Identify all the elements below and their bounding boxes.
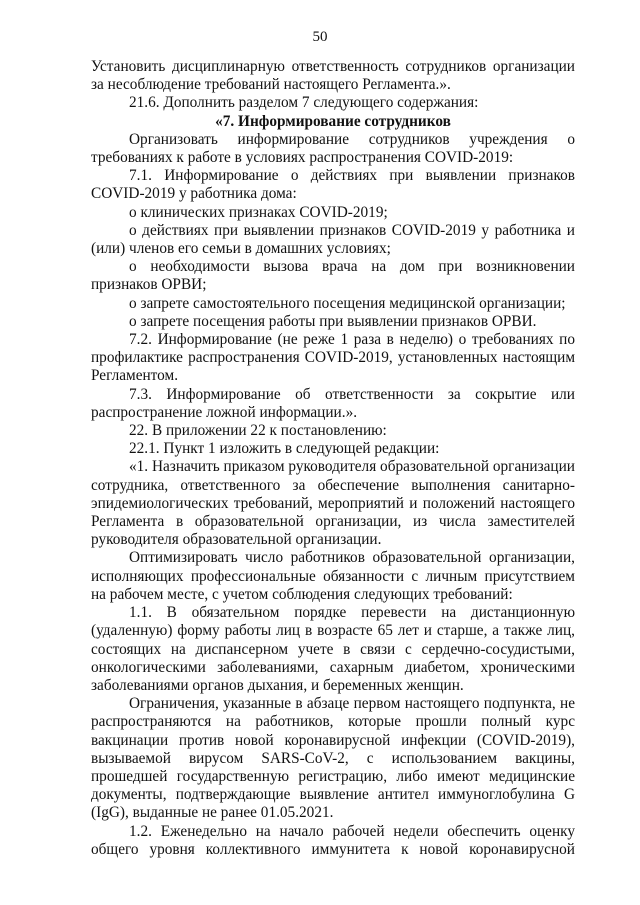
- paragraph: 22.1. Пункт 1 изложить в следующей редакции:: [129, 440, 440, 458]
- paragraph: Организовать информирование сотрудников учреждения о требованиях к работе в условиях распространения COVID-2019:: [91, 130, 575, 167]
- section-heading: «7. Информирование сотрудников: [215, 112, 451, 130]
- list-item: о клинических признаках COVID-2019;: [129, 203, 388, 221]
- paragraph: 21.6. Дополнить разделом 7 следующего содержания:: [129, 94, 479, 112]
- paragraph: 7.3. Информирование об ответственности за сокрытие или распространение ложной информации.».: [91, 385, 575, 421]
- list-item: о действиях при выявлении признаков COVID-2019 у работника и (или) членов его семьи в домашних условиях;: [91, 221, 575, 258]
- paragraph: 1.1. В обязательном порядке перевести на дистанционную (удаленную) форму работы лиц в возрасте 65 лет и старше, а также лиц, состоящих на диспансерном учете в связи с сердечно-сосудистыми, онкологическими заболеваниями, сахарным диабетом, хроническими заболеваниями органов дыхания, и беременных женщин.: [91, 604, 575, 694]
- paragraph: Установить дисциплинарную ответственность сотрудников организации за несоблюдение требований настоящего Регламента.».: [91, 58, 575, 94]
- paragraph: 22. В приложении 22 к постановлению:: [129, 422, 387, 440]
- paragraph: Ограничения, указанные в абзаце первом настоящего подпункта, не распространяются на работников, которые прошли полный курс вакцинации против новой коронавирусной инфекции (COVID-2019), вызываемой вирусом SARS-CoV-2, с использованием вакцины, прошедшей государственную регистрацию, либо имеют медицинские документы, подтверждающие выявление антител иммуноглобулина G (IgG), выданные не ранее 01.05.2021.: [91, 695, 575, 822]
- paragraph: Оптимизировать число работников образовательной организации, исполняющих профессиональные обязанности с личным присутствием на рабочем месте, с учетом соблюдения следующих требований:: [91, 549, 575, 603]
- page-number: 50: [312, 29, 328, 45]
- document-body: [91, 58, 575, 859]
- paragraph: «1. Назначить приказом руководителя образовательной организации сотрудника, ответственного за обеспечение выполнения санитарно-эпидемиологических требований, мероприятий и положений настоящего Регламента в образовательной организации, из числа заместителей руководителя образовательной организации.: [91, 458, 575, 549]
- paragraph: 1.2. Еженедельно на начало рабочей недели обеспечить оценку общего уровня коллективного иммунитета к новой коронавирусной: [91, 822, 575, 858]
- list-item: о запрете самостоятельного посещения медицинской организации;: [129, 294, 566, 312]
- paragraph: 7.2. Информирование (не реже 1 раза в неделю) о требованиях по профилактике распространения COVID-2019, установленных настоящим Регламентом.: [91, 331, 575, 385]
- list-item: о запрете посещения работы при выявлении признаков ОРВИ.: [129, 312, 537, 330]
- paragraph: 7.1. Информирование о действиях при выявлении признаков COVID-2019 у работника дома:: [91, 167, 575, 203]
- list-item: о необходимости вызова врача на дом при возникновении признаков ОРВИ;: [91, 258, 575, 294]
